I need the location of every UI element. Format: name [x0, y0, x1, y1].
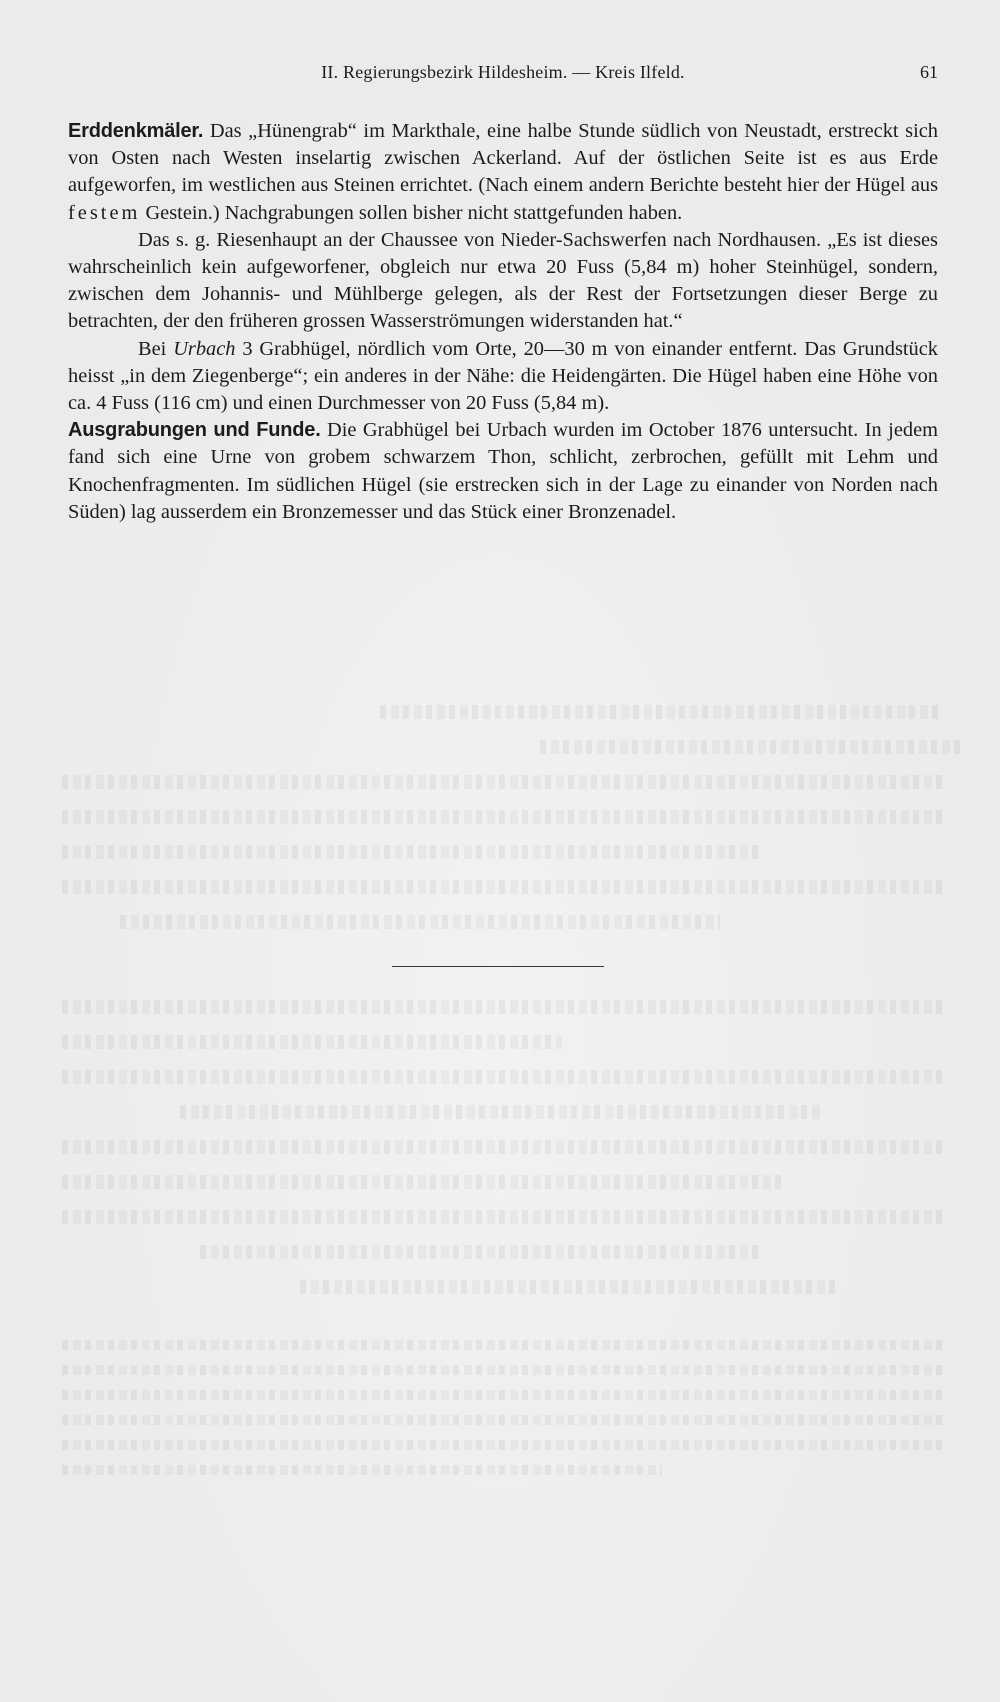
bleed-through-line	[62, 880, 942, 894]
bleed-through-line	[62, 1035, 562, 1049]
bleed-through-line	[380, 705, 940, 719]
bleed-through-line	[62, 1140, 942, 1154]
section-heading-ausgrabungen: Ausgrabungen und Funde.	[68, 419, 321, 442]
paragraph-text: Das „Hünengrab“ im Markthale, eine halbe Stunde südlich von Neustadt, erstreckt sich von Osten nach Westen inselartig zwischen Ackerland. Auf der östlichen Seite ist es aus Erde aufgeworfen, im westlichen aus Steinen errichtet. (Nach einem andern Berichte besteht hier der Hügel aus	[68, 120, 938, 197]
paragraph-text: Bei	[138, 337, 174, 360]
footnote-rule	[392, 966, 604, 967]
bleed-through-line	[62, 1440, 942, 1450]
bleed-through-line	[62, 1000, 942, 1014]
bleed-through-line	[62, 1210, 942, 1224]
bleed-through-line	[62, 845, 762, 859]
bleed-through-line	[180, 1105, 820, 1119]
bleed-through-line	[62, 1365, 942, 1375]
bleed-through-line	[62, 1070, 942, 1084]
running-head	[68, 62, 938, 92]
bleed-through-line	[300, 1280, 840, 1294]
bleed-through-line	[62, 810, 942, 824]
italic-place-name: Urbach	[173, 337, 236, 360]
paragraph-urbach	[68, 336, 938, 418]
paragraph-text: Die Grabhügel bei Urbach wurden im October 1876 untersucht. In jedem fand sich eine Urne von grobem schwarzem Thon, schlicht, zerbrochen, gefüllt mit Lehm und Knochenfragmenten. Im südlichen Hügel (sie erstrecken sich in der Lage zu einander von Norden nach Süden) lag ausserdem ein Bronzemesser und das Stück einer Bronzenadel.	[68, 419, 938, 523]
page-number: 61	[920, 62, 938, 82]
bleed-through-line	[62, 1415, 942, 1425]
body-text	[68, 118, 938, 526]
paragraph-text: Gestein.) Nachgrabungen sollen bisher nicht stattgefunden haben.	[140, 201, 683, 224]
paragraph-riesenhaupt	[68, 227, 938, 336]
bleed-through-line	[62, 1390, 942, 1400]
bleed-through-line	[540, 740, 960, 754]
bleed-through-line	[62, 1465, 662, 1475]
running-head-title: II. Regierungsbezirk Hildesheim. — Kreis Ilfeld.	[321, 62, 685, 82]
bleed-through-line	[62, 1340, 942, 1350]
bleed-through-line	[62, 1175, 782, 1189]
bleed-through-line	[200, 1245, 760, 1259]
paragraph-ausgrabungen	[68, 417, 938, 526]
section-heading-erddenkmaeler: Erddenkmäler.	[68, 120, 204, 142]
paragraph-text: Das s. g. Riesenhaupt an der Chaussee von Nieder-Sachswerfen nach Nordhausen. „Es ist dieses wahrscheinlich kein aufgeworfener, obgleich nur etwa 20 Fuss (5,84 m) hoher Steinhügel, sondern, zwischen dem Johannis- und Mühlberge gelegen, als der Rest der Fortsetzungen dieser Berge zu betrachten, der den früheren grossen Wasserströmungen widerstanden hat.“	[68, 228, 938, 333]
spaced-emphasis: festem	[68, 201, 141, 224]
bleed-through-line	[62, 775, 942, 789]
bleed-through-line	[120, 915, 720, 929]
paragraph-erddenkmaeler	[68, 118, 938, 227]
paragraph-text: 3 Grabhügel, nördlich vom Orte, 20—30 m von einander entfernt. Das Grundstück heisst „in dem Ziegenberge“; ein anderes in der Nähe: die Heidengärten. Die Hügel haben eine Höhe von ca. 4 Fuss (116 cm) und einen Durchmesser von 20 Fuss (5,84 m).	[68, 337, 938, 415]
